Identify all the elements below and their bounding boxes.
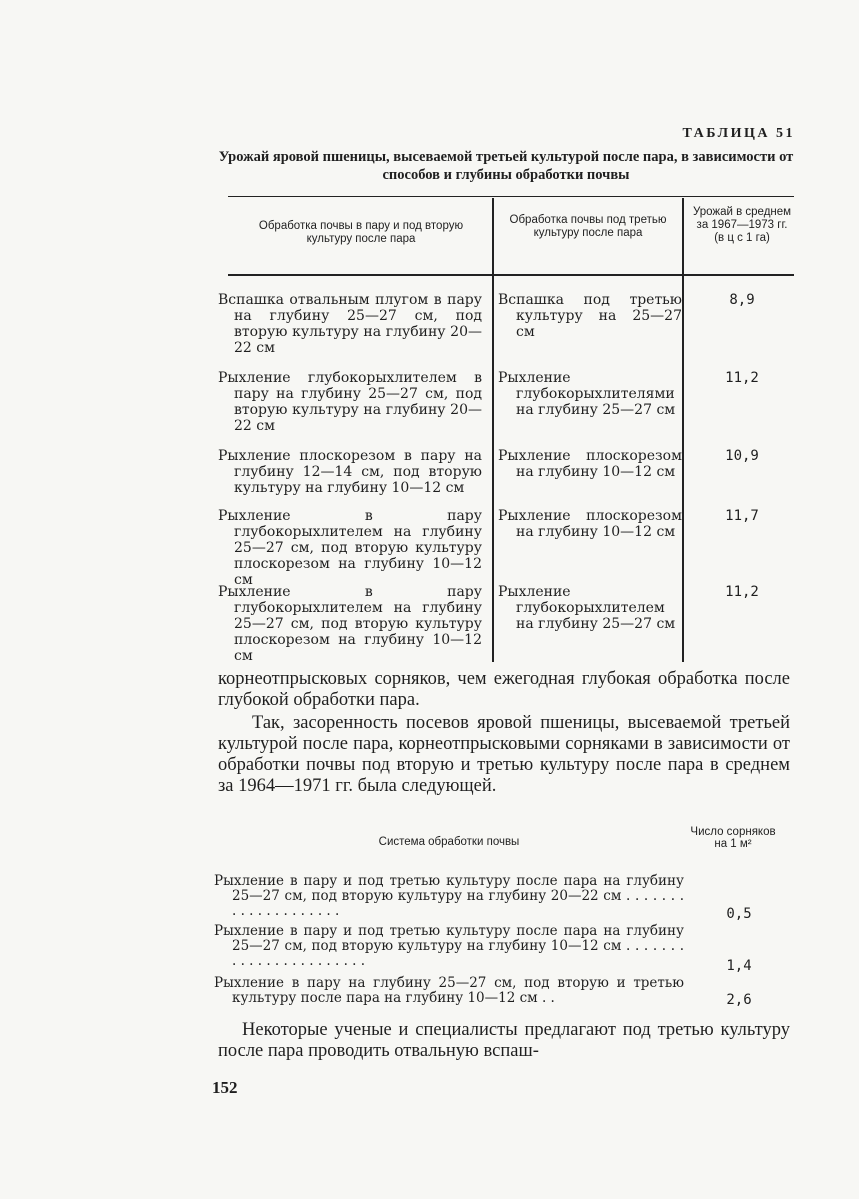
weed-row-value: 0,5: [726, 906, 752, 922]
weed-count-table: [214, 822, 790, 1012]
header-weed-count: Число сорняков на 1 м²: [690, 826, 776, 850]
yield-table: [218, 196, 794, 666]
cell-third-treatment: Рыхление плоскорезом на глубину 10—12 см: [498, 448, 682, 480]
column-divider: [492, 198, 494, 276]
cell-yield: 11,2: [725, 584, 759, 600]
cell-third-treatment: Рыхление плоскорезом на глубину 10—12 см: [498, 508, 682, 540]
page-number: 152: [212, 1078, 238, 1097]
cell-fallow-treatment: Рыхление плоскорезом в пару на глубину 12—14 см, под вторую культуру на глубину 10—12 см: [218, 448, 482, 496]
header-treatment-system: Система обработки почвы: [378, 836, 520, 848]
cell-third-treatment: Рыхление глубокорыхлителем на глубину 25—27 см: [498, 584, 676, 632]
table-header-rule: [228, 274, 794, 276]
cell-yield: 11,7: [725, 508, 759, 524]
cell-fallow-treatment: Вспашка отвальным плугом в пару на глубину 25—27 см, под вторую культуру на глубину 20—22 см: [218, 292, 482, 356]
cell-yield: 10,9: [725, 448, 759, 464]
weed-row-text: Рыхление в пару и под третью культуру после пара на глубину 25—27 см, под вторую культуру на глубину 20—22 см . . . . . . . . . . . . . . . . . . . .: [214, 873, 684, 919]
weed-row-text: Рыхление в пару на глубину 25—27 см, под вторую и третью культуру после пара на глубину 10—12 см . .: [214, 975, 684, 1006]
table-number: ТАБЛИЦА 51: [682, 126, 795, 141]
paragraph: корнеотпрысковых сорняков, чем ежегодная глубокая обработка после глубокой обработки пара.: [218, 669, 790, 710]
column-divider: [492, 276, 494, 662]
paragraph: Так, засоренность посевов яровой пшеницы, высеваемой третьей культурой после пара, корнеотпрысковыми сорняками в зависимости от обработки почвы под вторую и третью культуру после пара в среднем за 1964—1971 гг. была следующей.: [218, 713, 790, 796]
weed-row-text: Рыхление в пару и под третью культуру после пара на глубину 25—27 см, под вторую культуру на глубину 10—12 см . . . . . . . . . . . . . . . . . . . . . . .: [214, 923, 684, 969]
paragraph: Некоторые ученые и специалисты предлагают под третью культуру после пара проводить отвальную вспаш-: [218, 1020, 790, 1061]
header-yield: Урожай в среднем за 1967—1973 гг. (в ц с 1 га): [692, 206, 792, 244]
column-divider: [682, 276, 684, 662]
header-soil-treatment-fallow: Обработка почвы в пару и под вторую культуру после пара: [258, 220, 464, 245]
cell-third-treatment: Вспашка под третью культуру на 25—27 см: [498, 292, 682, 340]
cell-fallow-treatment: Рыхление в пару глубокорыхлителем на глубину 25—27 см, под вторую культуру плоскорезом на глубину 10—12 см: [218, 584, 482, 664]
weed-row-value: 1,4: [726, 958, 752, 974]
header-soil-treatment-third: Обработка почвы под третью культуру после пара: [509, 214, 667, 239]
cell-fallow-treatment: Рыхление в пару глубокорыхлителем на глубину 25—27 см, под вторую культуру плоскорезом на глубину 10—12 см: [218, 508, 482, 588]
table-top-rule: [228, 196, 794, 197]
column-divider: [682, 198, 684, 276]
weed-row-value: 2,6: [726, 992, 752, 1008]
table-title: Урожай яровой пшеницы, высеваемой третьей культурой после пара, в зависимости от способов и глубины обработки почвы: [218, 149, 794, 183]
cell-third-treatment: Рыхление глубокорыхлителями на глубину 25—27 см: [498, 370, 676, 418]
cell-fallow-treatment: Рыхление глубокорыхлителем в пару на глубину 25—27 см, под вторую культуру на глубину 20—22 см: [218, 370, 482, 434]
cell-yield: 8,9: [729, 292, 755, 308]
cell-yield: 11,2: [725, 370, 759, 386]
